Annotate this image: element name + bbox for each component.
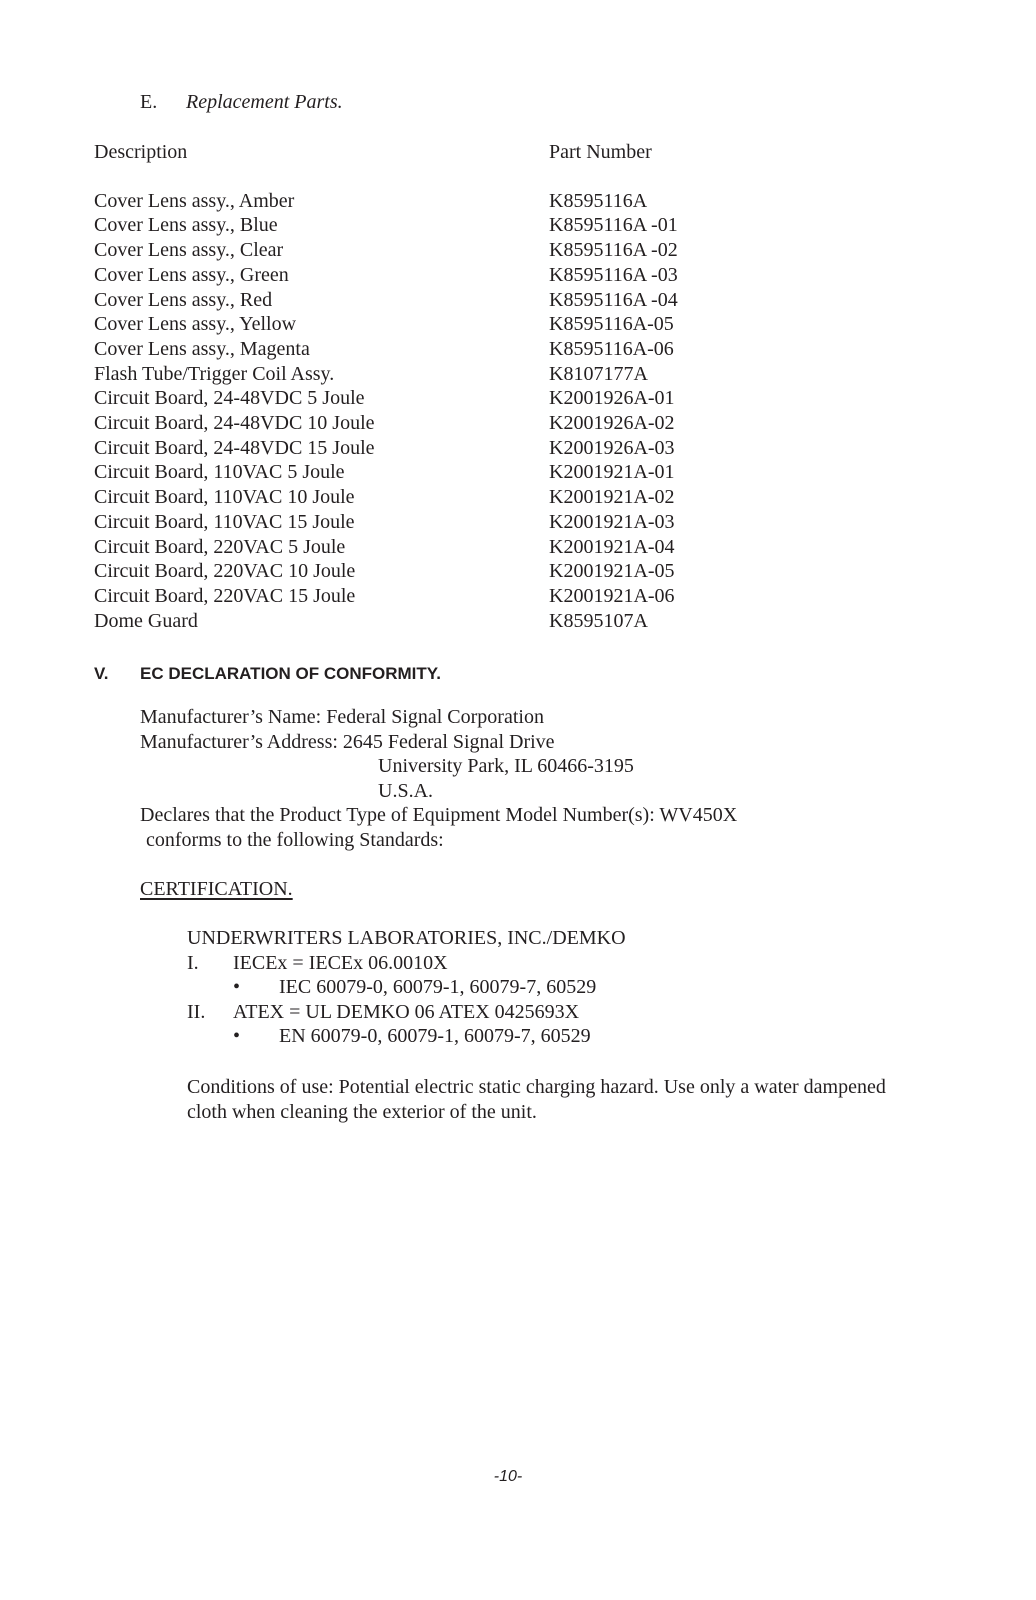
table-row bbox=[94, 288, 814, 313]
certification-block bbox=[187, 926, 947, 1049]
part-number: K2001921A-04 bbox=[549, 535, 675, 558]
cert-item-1-sub-text: IEC 60079-0, 60079-1, 60079-7, 60529 bbox=[279, 976, 597, 998]
part-description: Circuit Board, 110VAC 15 Joule bbox=[94, 510, 355, 533]
table-row bbox=[94, 609, 814, 634]
table-row bbox=[94, 337, 814, 362]
manufacturer-name: Manufacturer’s Name: Federal Signal Corporation bbox=[140, 706, 544, 728]
part-number: K2001921A-06 bbox=[549, 584, 675, 607]
cert-item-1 bbox=[187, 951, 947, 976]
table-row bbox=[94, 312, 814, 337]
address-line-3: U.S.A. bbox=[378, 779, 434, 802]
part-number: K8595116A -04 bbox=[549, 288, 678, 311]
cert-item-2-sub-text: EN 60079-0, 60079-1, 60079-7, 60529 bbox=[279, 1025, 591, 1047]
part-number: K8595107A bbox=[549, 609, 648, 632]
table-row bbox=[94, 436, 814, 461]
cert-item-1-text: IECEx = IECEx 06.0010X bbox=[233, 951, 448, 974]
part-description: Circuit Board, 24-48VDC 15 Joule bbox=[94, 436, 375, 459]
part-number: K2001921A-01 bbox=[549, 461, 675, 484]
part-number: K8595116A -03 bbox=[549, 263, 678, 286]
part-description: Cover Lens assy., Yellow bbox=[94, 313, 297, 336]
column-header-part-number: Part Number bbox=[549, 141, 652, 163]
subsection-title: Replacement Parts. bbox=[186, 91, 343, 113]
part-description: Circuit Board, 110VAC 5 Joule bbox=[94, 461, 345, 484]
column-header-description: Description bbox=[94, 141, 188, 163]
part-description: Cover Lens assy., Amber bbox=[94, 189, 295, 212]
table-row bbox=[94, 213, 814, 238]
certification-body: UNDERWRITERS LABORATORIES, INC./DEMKO bbox=[187, 927, 626, 949]
part-description: Circuit Board, 24-48VDC 10 Joule bbox=[94, 412, 375, 435]
part-description: Cover Lens assy., Red bbox=[94, 288, 273, 311]
part-description: Circuit Board, 220VAC 10 Joule bbox=[94, 560, 356, 583]
part-description: Circuit Board, 110VAC 10 Joule bbox=[94, 486, 355, 509]
table-row bbox=[94, 485, 814, 510]
section-v-heading bbox=[94, 663, 441, 685]
table-row bbox=[94, 386, 814, 411]
part-description: Circuit Board, 220VAC 5 Joule bbox=[94, 535, 346, 558]
part-description: Cover Lens assy., Green bbox=[94, 263, 289, 286]
table-row bbox=[94, 460, 814, 485]
parts-table-body bbox=[94, 189, 814, 634]
page-number: -10- bbox=[493, 1468, 523, 1485]
cert-item-2-number: II. bbox=[187, 1000, 206, 1023]
table-row bbox=[94, 238, 814, 263]
part-description: Circuit Board, 24-48VDC 5 Joule bbox=[94, 387, 365, 410]
cert-item-2-text: ATEX = UL DEMKO 06 ATEX 0425693X bbox=[233, 1000, 580, 1023]
part-description: Cover Lens assy., Magenta bbox=[94, 337, 310, 360]
declares-statement: Declares that the Product Type of Equipment Model Number(s): WV450X bbox=[140, 804, 738, 826]
part-number: K2001921A-03 bbox=[549, 510, 675, 533]
part-number: K8595116A bbox=[549, 189, 648, 212]
cert-item-1-number: I. bbox=[187, 951, 199, 974]
table-row bbox=[94, 362, 814, 387]
parts-table bbox=[94, 140, 814, 633]
cert-item-2-sub bbox=[187, 1024, 947, 1049]
part-number: K2001926A-01 bbox=[549, 387, 675, 410]
certification-heading: CERTIFICATION. bbox=[140, 878, 293, 900]
subsection-letter: E. bbox=[140, 91, 158, 113]
manufacturer-address: Manufacturer’s Address: 2645 Federal Signal Drive bbox=[140, 730, 555, 753]
cert-item-1-sub bbox=[187, 975, 947, 1000]
part-description: Dome Guard bbox=[94, 609, 198, 632]
part-description: Cover Lens assy., Clear bbox=[94, 239, 284, 262]
part-description: Circuit Board, 220VAC 15 Joule bbox=[94, 584, 356, 607]
replacement-parts-heading bbox=[140, 90, 343, 115]
table-row bbox=[94, 411, 814, 436]
section-title: EC DECLARATION OF CONFORMITY. bbox=[140, 664, 441, 683]
part-number: K2001926A-02 bbox=[549, 412, 675, 435]
table-row bbox=[94, 510, 814, 535]
cert-item-2 bbox=[187, 1000, 947, 1025]
conditions-of-use: Conditions of use: Potential electric static charging hazard. Use only a water dampened cloth when cleaning the exterior of the unit. bbox=[187, 1076, 886, 1123]
part-number: K8595116A-05 bbox=[549, 313, 674, 336]
part-description: Cover Lens assy., Blue bbox=[94, 214, 278, 237]
part-number: K2001921A-05 bbox=[549, 560, 675, 583]
part-number: K2001926A-03 bbox=[549, 436, 675, 459]
part-number: K8107177A bbox=[549, 362, 648, 385]
bullet-icon: • bbox=[233, 1025, 241, 1047]
part-number: K8595116A -02 bbox=[549, 239, 678, 262]
part-description: Flash Tube/Trigger Coil Assy. bbox=[94, 362, 335, 385]
conforms-statement: conforms to the following Standards: bbox=[146, 828, 444, 851]
table-row bbox=[94, 584, 814, 609]
table-row bbox=[94, 263, 814, 288]
table-row bbox=[94, 559, 814, 584]
declaration-block bbox=[140, 705, 920, 852]
address-line-2: University Park, IL 60466-3195 bbox=[378, 755, 634, 777]
part-number: K8595116A -01 bbox=[549, 214, 678, 237]
part-number: K8595116A-06 bbox=[549, 337, 674, 360]
section-number: V. bbox=[94, 664, 109, 683]
table-row bbox=[94, 189, 814, 214]
parts-table-header bbox=[94, 140, 814, 165]
part-number: K2001921A-02 bbox=[549, 486, 675, 509]
bullet-icon: • bbox=[233, 976, 241, 998]
table-row bbox=[94, 535, 814, 560]
